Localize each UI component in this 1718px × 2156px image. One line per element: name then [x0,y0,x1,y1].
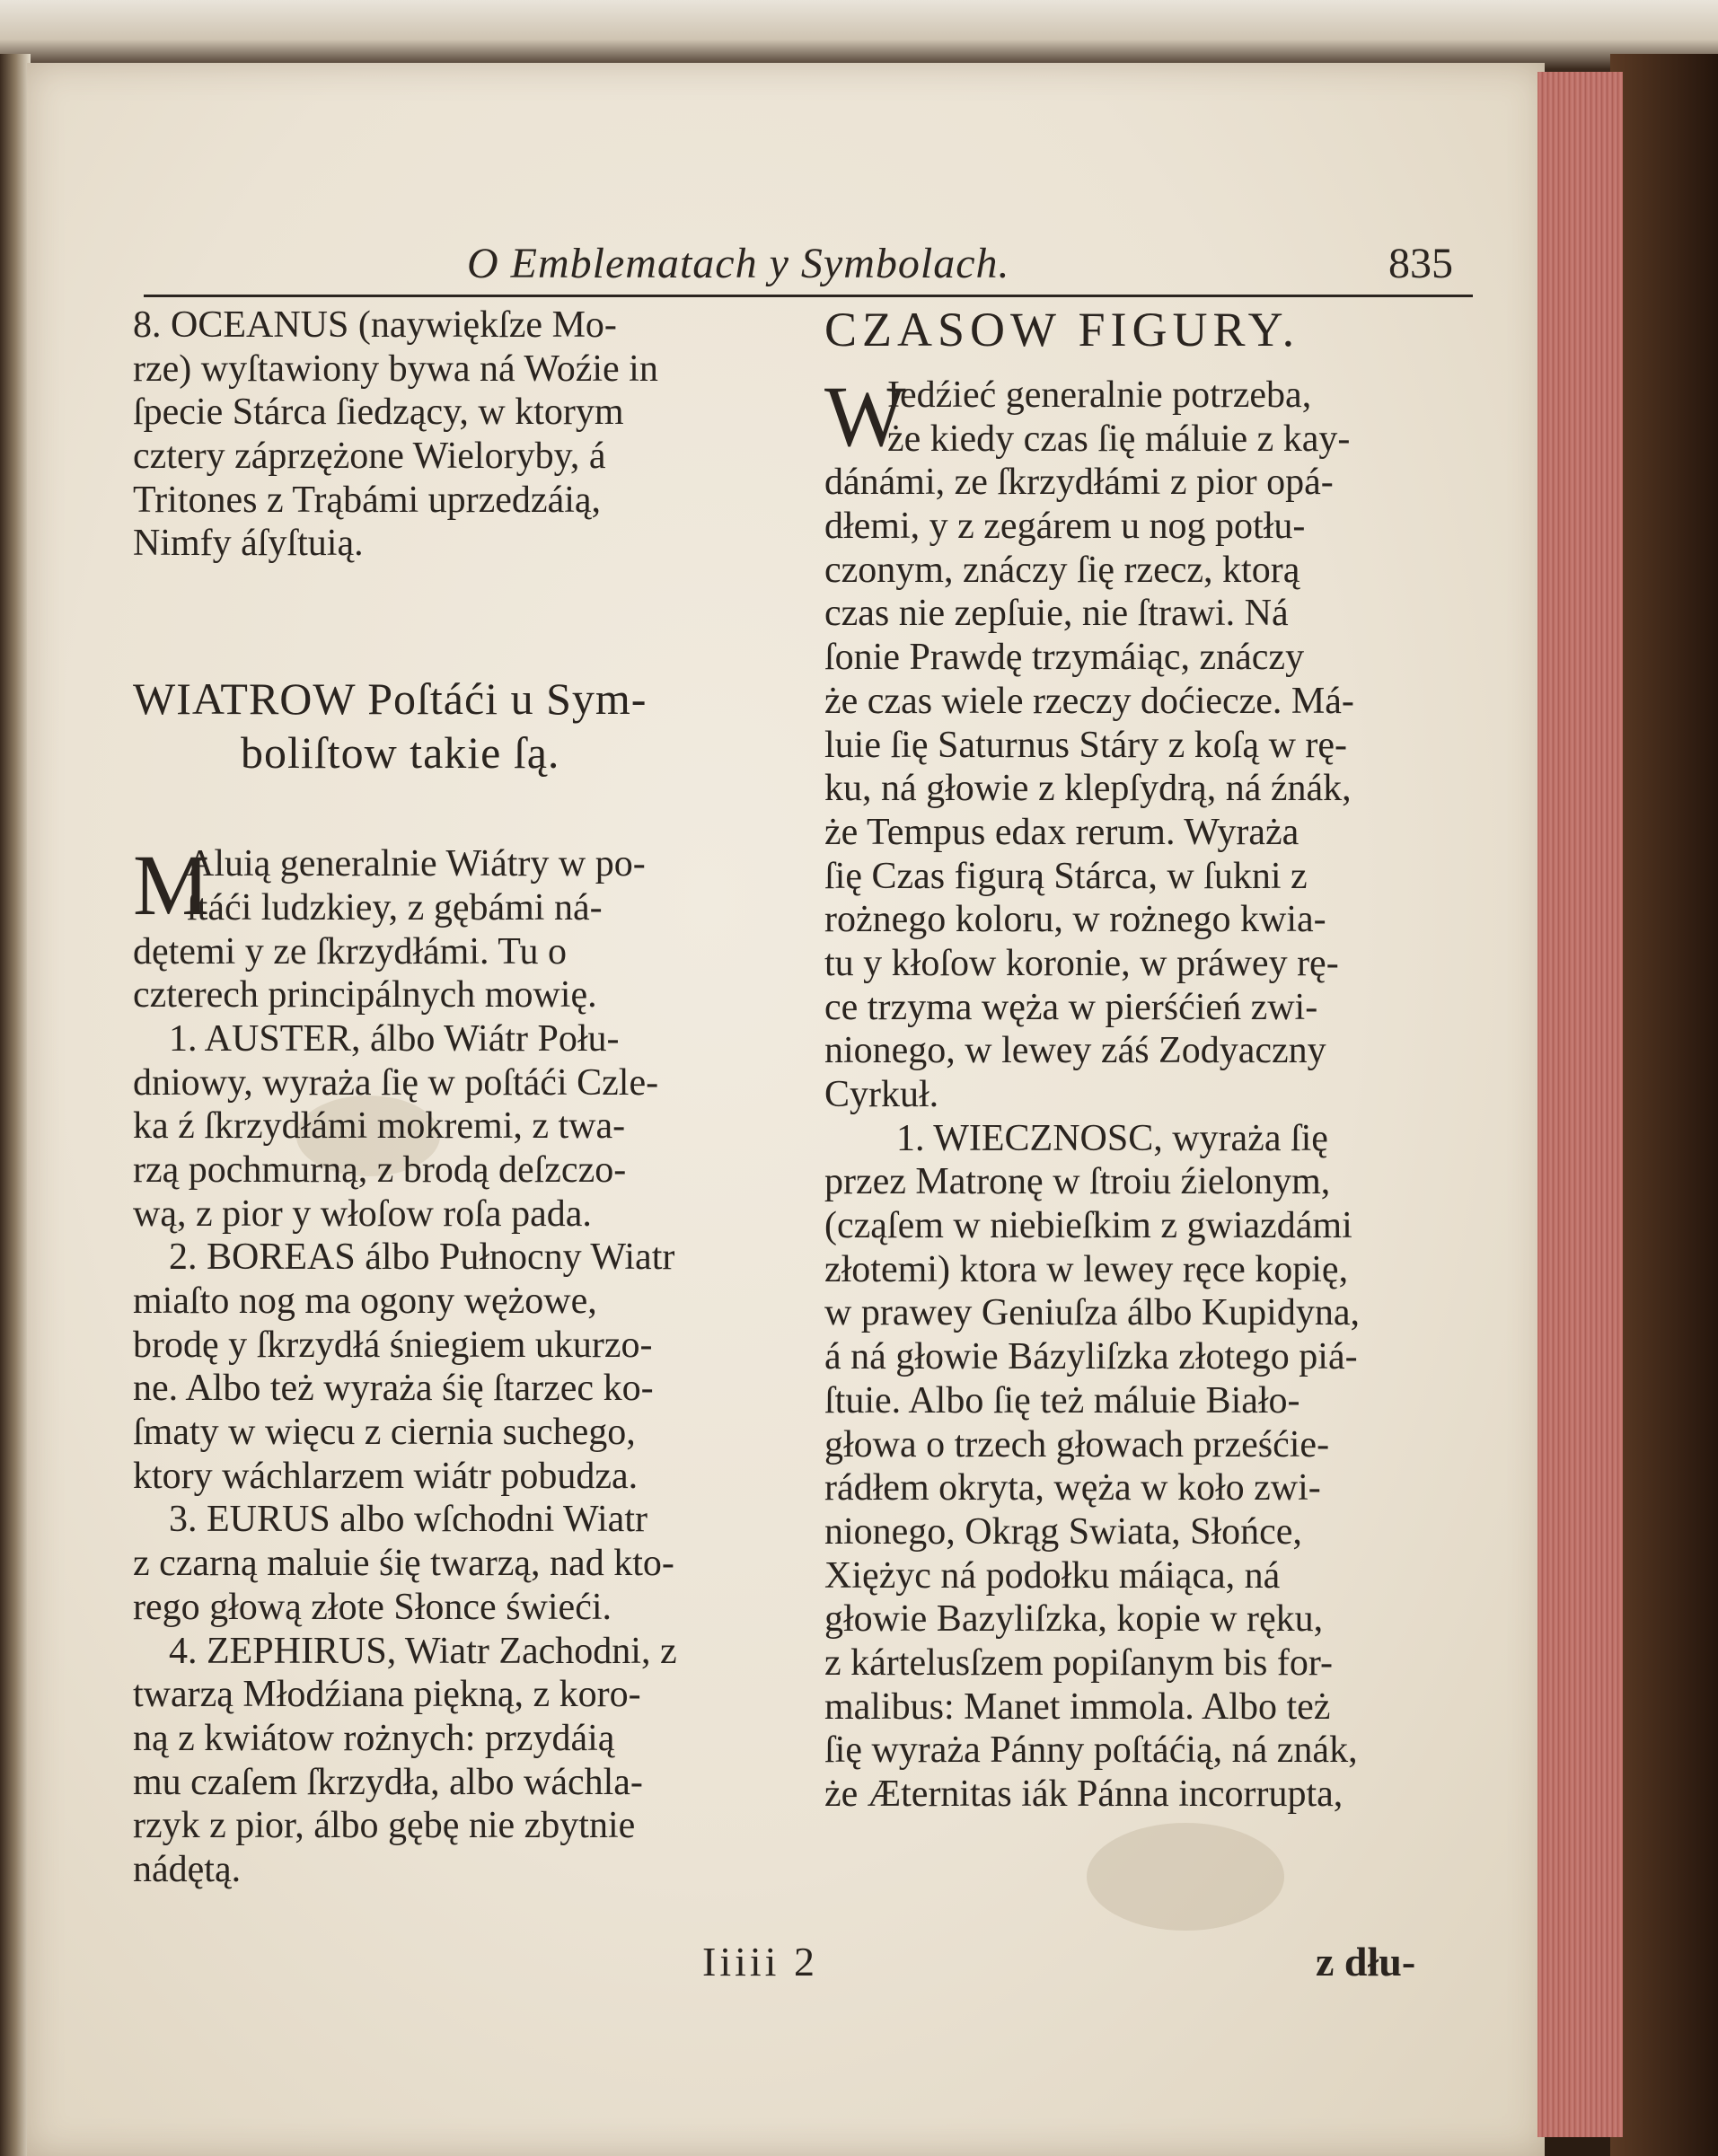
text-line: że Æternitas iák Pánna incorrupta, [824,1773,1344,1815]
text-line: malibus: Manet immola. Albo też [824,1685,1331,1728]
text-line: głowie Bazyliſzka, kopie w ręku, [824,1598,1324,1641]
text-line: dłemi, y z zegárem u nog potłu- [824,506,1306,548]
text-line: brodę y ſkrzydłá śniegiem ukurzo- [133,1324,653,1366]
text-line: rzyk z pior, álbo gębę nie zbytnie [133,1805,636,1847]
section-title: WIATROW Poſtáći u Sym- [133,673,648,725]
text-line: ſtáći ludzkiey, z gębámi ná- [187,886,603,928]
spacer [133,779,797,842]
text-line: przez Matronę w ſtroiu źielonym, [824,1161,1331,1203]
text-span: Aluią generalnie Wiátry w po- [187,843,646,885]
catchword: z dłu- [1316,1939,1416,1984]
text-line: że czas wiele rzeczy doćiecze. Má- [824,680,1354,722]
text-line: ce trzyma węża w pierśćień zwi- [824,986,1318,1028]
text-line: 1. AUSTER, álbo Wiátr Połu- [169,1017,620,1060]
text-line: że Tempus edax rerum. Wyraża [824,811,1300,853]
text-line: 1. WIECZNOSC, wyraża ſię [896,1117,1328,1159]
text-line: nionego, w lewey záś Zodyaczny [824,1030,1326,1072]
text-line: dniowy, wyraża ſię w poſtáći Czle- [133,1061,659,1104]
text-line: rożnego koloru, w rożnego kwia- [824,899,1326,941]
text-line: 4. ZEPHIRUS, Wiatr Zachodni, z [169,1630,677,1672]
text-line: w prawey Geniuſza álbo Kupidyna, [824,1292,1360,1334]
text-line: nádętą. [133,1848,242,1890]
text-line: głowa o trzech głowach prześćie- [824,1423,1330,1465]
text-line: ną z kwiátow rożnych: przydáią [133,1717,615,1759]
page-footer [27,1938,1545,1992]
text-line: twarzą Młodźiana piękną, z koro- [133,1674,641,1716]
page-edges-red [1537,72,1623,2137]
text-line: czonym, znáczy ſię rzecz, ktorą [824,549,1300,591]
running-title: O Emblematach y Symbolach. [467,240,1010,287]
text-line: ſię wyraża Pánny poſtáćią, ná znák, [824,1729,1358,1772]
drop-cap: W [824,368,906,464]
running-head [144,233,1473,296]
text-line: że kiedy czas ſię máluie z kay- [887,418,1351,460]
right-column [824,304,1480,1817]
text-line: ſtuie. Albo ſię też máluie Biało- [824,1379,1300,1421]
text-line: 8. OCEANUS (naywiękſze Mo- [133,304,617,346]
text-line: Nimfy áſyſtuią. [133,523,364,565]
text-line: ku, ná głowie z klepſydrą, ná źnák, [824,768,1352,810]
page-number: 835 [1388,240,1453,287]
text-line: dánámi, ze ſkrzydłámi z pior opá- [824,462,1334,504]
text-line: Cyrkuł. [824,1074,939,1115]
text-span: Iedźieć generalnie potrzeba, [887,374,1312,416]
drop-cap: M [133,837,210,934]
text-line: rego głową złote Słonce świeći. [133,1586,612,1628]
text-line: tu y kłoſow koronie, w práwey rę- [824,942,1339,984]
text-line: ſpecie Stárca ſiedzący, w ktorym [133,392,624,434]
section-title: boliſtow takie ſą. [241,727,560,779]
book-cover-edge [1610,54,1718,2156]
header-rule [144,295,1473,297]
book-left-edge [0,54,31,2156]
section-title: CZASOW FIGURY. [824,303,1300,356]
text-line: dętemi y ze ſkrzydłámi. Tu o [133,930,567,972]
spacer [133,566,797,629]
text-line: miaſto nog ma ogony wężowe, [133,1280,597,1322]
spacer [133,629,797,672]
text-line: ſię Czas figurą Stárca, w ſukni z [824,855,1308,897]
text-line: 3. EURUS albo wſchodni Wiatr [169,1499,648,1541]
text-line: (cząſem w niebieſkim z gwiazdámi [824,1205,1352,1247]
text-line: rze) wyſtawiony bywa ná Woźie in [133,348,658,390]
left-column [133,304,797,1892]
text-line: ne. Albo też wyraża śię ſtarzec ko- [133,1368,654,1410]
text-line: Tritones z Trąbámi uprzedzáią, [133,479,602,521]
text-line: Xiężyc ná podołku máiąca, ná [824,1554,1281,1597]
text-line: ſmaty w więcu z ciernia suchego, [133,1412,636,1454]
text-line: ſonie Prawdę trzymáiąc, znáczy [824,637,1305,679]
text-line: wą, z pior y włoſow roſa pada. [133,1192,592,1235]
text-line: z kártelusſzem popiſanym bis for- [824,1641,1333,1684]
page-stain [1087,1823,1284,1931]
text-line: rádłem okryta, węża w koło zwi- [824,1467,1321,1509]
text-line: rzą pochmurną, z brodą deſzczo- [133,1148,627,1191]
text-line: luie ſię Saturnus Stáry z koſą w rę- [824,724,1348,766]
text-line: ktory wáchlarzem wiátr pobudza. [133,1455,639,1497]
text-line: mu czaſem ſkrzydła, albo wáchla- [133,1761,643,1803]
text-line: á ná głowie Bázyliſzka złotego piá- [824,1336,1358,1378]
text-line: czas nie zepſuie, nie ſtrawi. Ná [824,593,1289,635]
text-line: 2. BOREAS álbo Pułnocny Wiatr [169,1236,675,1279]
text-line: ka ź ſkrzydłámi mokremi, z twa- [133,1105,626,1148]
text-line: z czarną maluie śię twarzą, nad kto- [133,1543,674,1585]
signature-mark: Iiiii 2 [702,1939,818,1984]
text-line: cztery záprzężone Wieloryby, á [133,436,606,478]
text-line: czterech principálnych mowię. [133,974,597,1016]
book-page [27,63,1545,2156]
text-line: złotemi) ktora w lewey ręce kopię, [824,1248,1349,1290]
text-line: nionego, Okrąg Swiata, Słońce, [824,1510,1302,1553]
